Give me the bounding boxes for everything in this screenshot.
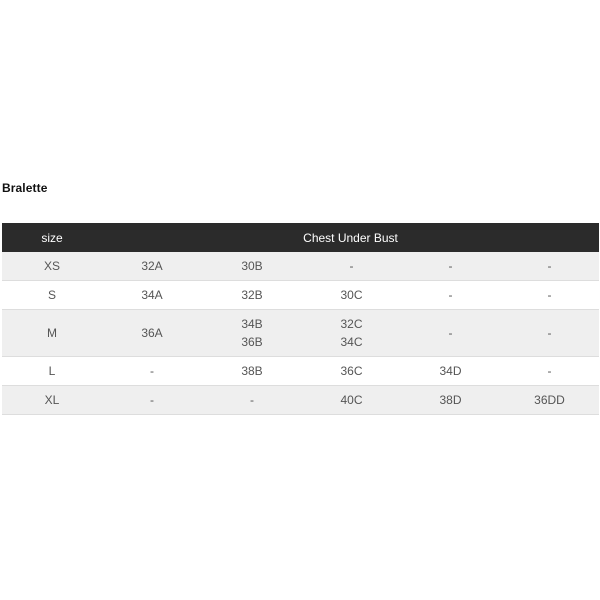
table-cell: 38D xyxy=(401,386,500,415)
table-cell: 32B xyxy=(202,281,302,310)
table-cell: - xyxy=(500,357,599,386)
table-row xyxy=(2,357,599,386)
table-cell: - xyxy=(102,386,202,415)
table-cell: - xyxy=(102,357,202,386)
table-row xyxy=(2,281,599,310)
table-row xyxy=(2,310,599,357)
table-cell: - xyxy=(401,310,500,357)
table-cell: - xyxy=(401,281,500,310)
table-cell: 40C xyxy=(302,386,401,415)
table-cell: 36DD xyxy=(500,386,599,415)
table-cell: 36A xyxy=(102,310,202,357)
table-cell: 34A xyxy=(102,281,202,310)
table-cell xyxy=(302,310,401,357)
table-cell: 32A xyxy=(102,252,202,281)
table-cell: 38B xyxy=(202,357,302,386)
table-cell: - xyxy=(500,310,599,357)
table-title: Bralette xyxy=(2,181,48,195)
cell-line: 34C xyxy=(340,335,363,349)
table-cell xyxy=(202,310,302,357)
size-cell: L xyxy=(2,357,102,386)
table-header-row xyxy=(2,223,599,252)
table-cell: - xyxy=(302,252,401,281)
chest-under-bust-header: Chest Under Bust xyxy=(102,223,599,252)
cell-line: 34B xyxy=(241,317,263,331)
table-cell: - xyxy=(500,281,599,310)
table-cell: - xyxy=(401,252,500,281)
table-row xyxy=(2,252,599,281)
size-cell: XS xyxy=(2,252,102,281)
table-row xyxy=(2,386,599,415)
cell-line: 32C xyxy=(340,317,363,331)
table-cell: - xyxy=(500,252,599,281)
size-cell: XL xyxy=(2,386,102,415)
table-cell: 30C xyxy=(302,281,401,310)
size-column-header: size xyxy=(2,223,102,252)
table-cell: 36C xyxy=(302,357,401,386)
table-cell: - xyxy=(202,386,302,415)
table-cell: 30B xyxy=(202,252,302,281)
bralette-size-table xyxy=(2,223,599,415)
size-cell: S xyxy=(2,281,102,310)
table-cell: 34D xyxy=(401,357,500,386)
size-cell: M xyxy=(2,310,102,357)
cell-line: 36B xyxy=(241,335,263,349)
